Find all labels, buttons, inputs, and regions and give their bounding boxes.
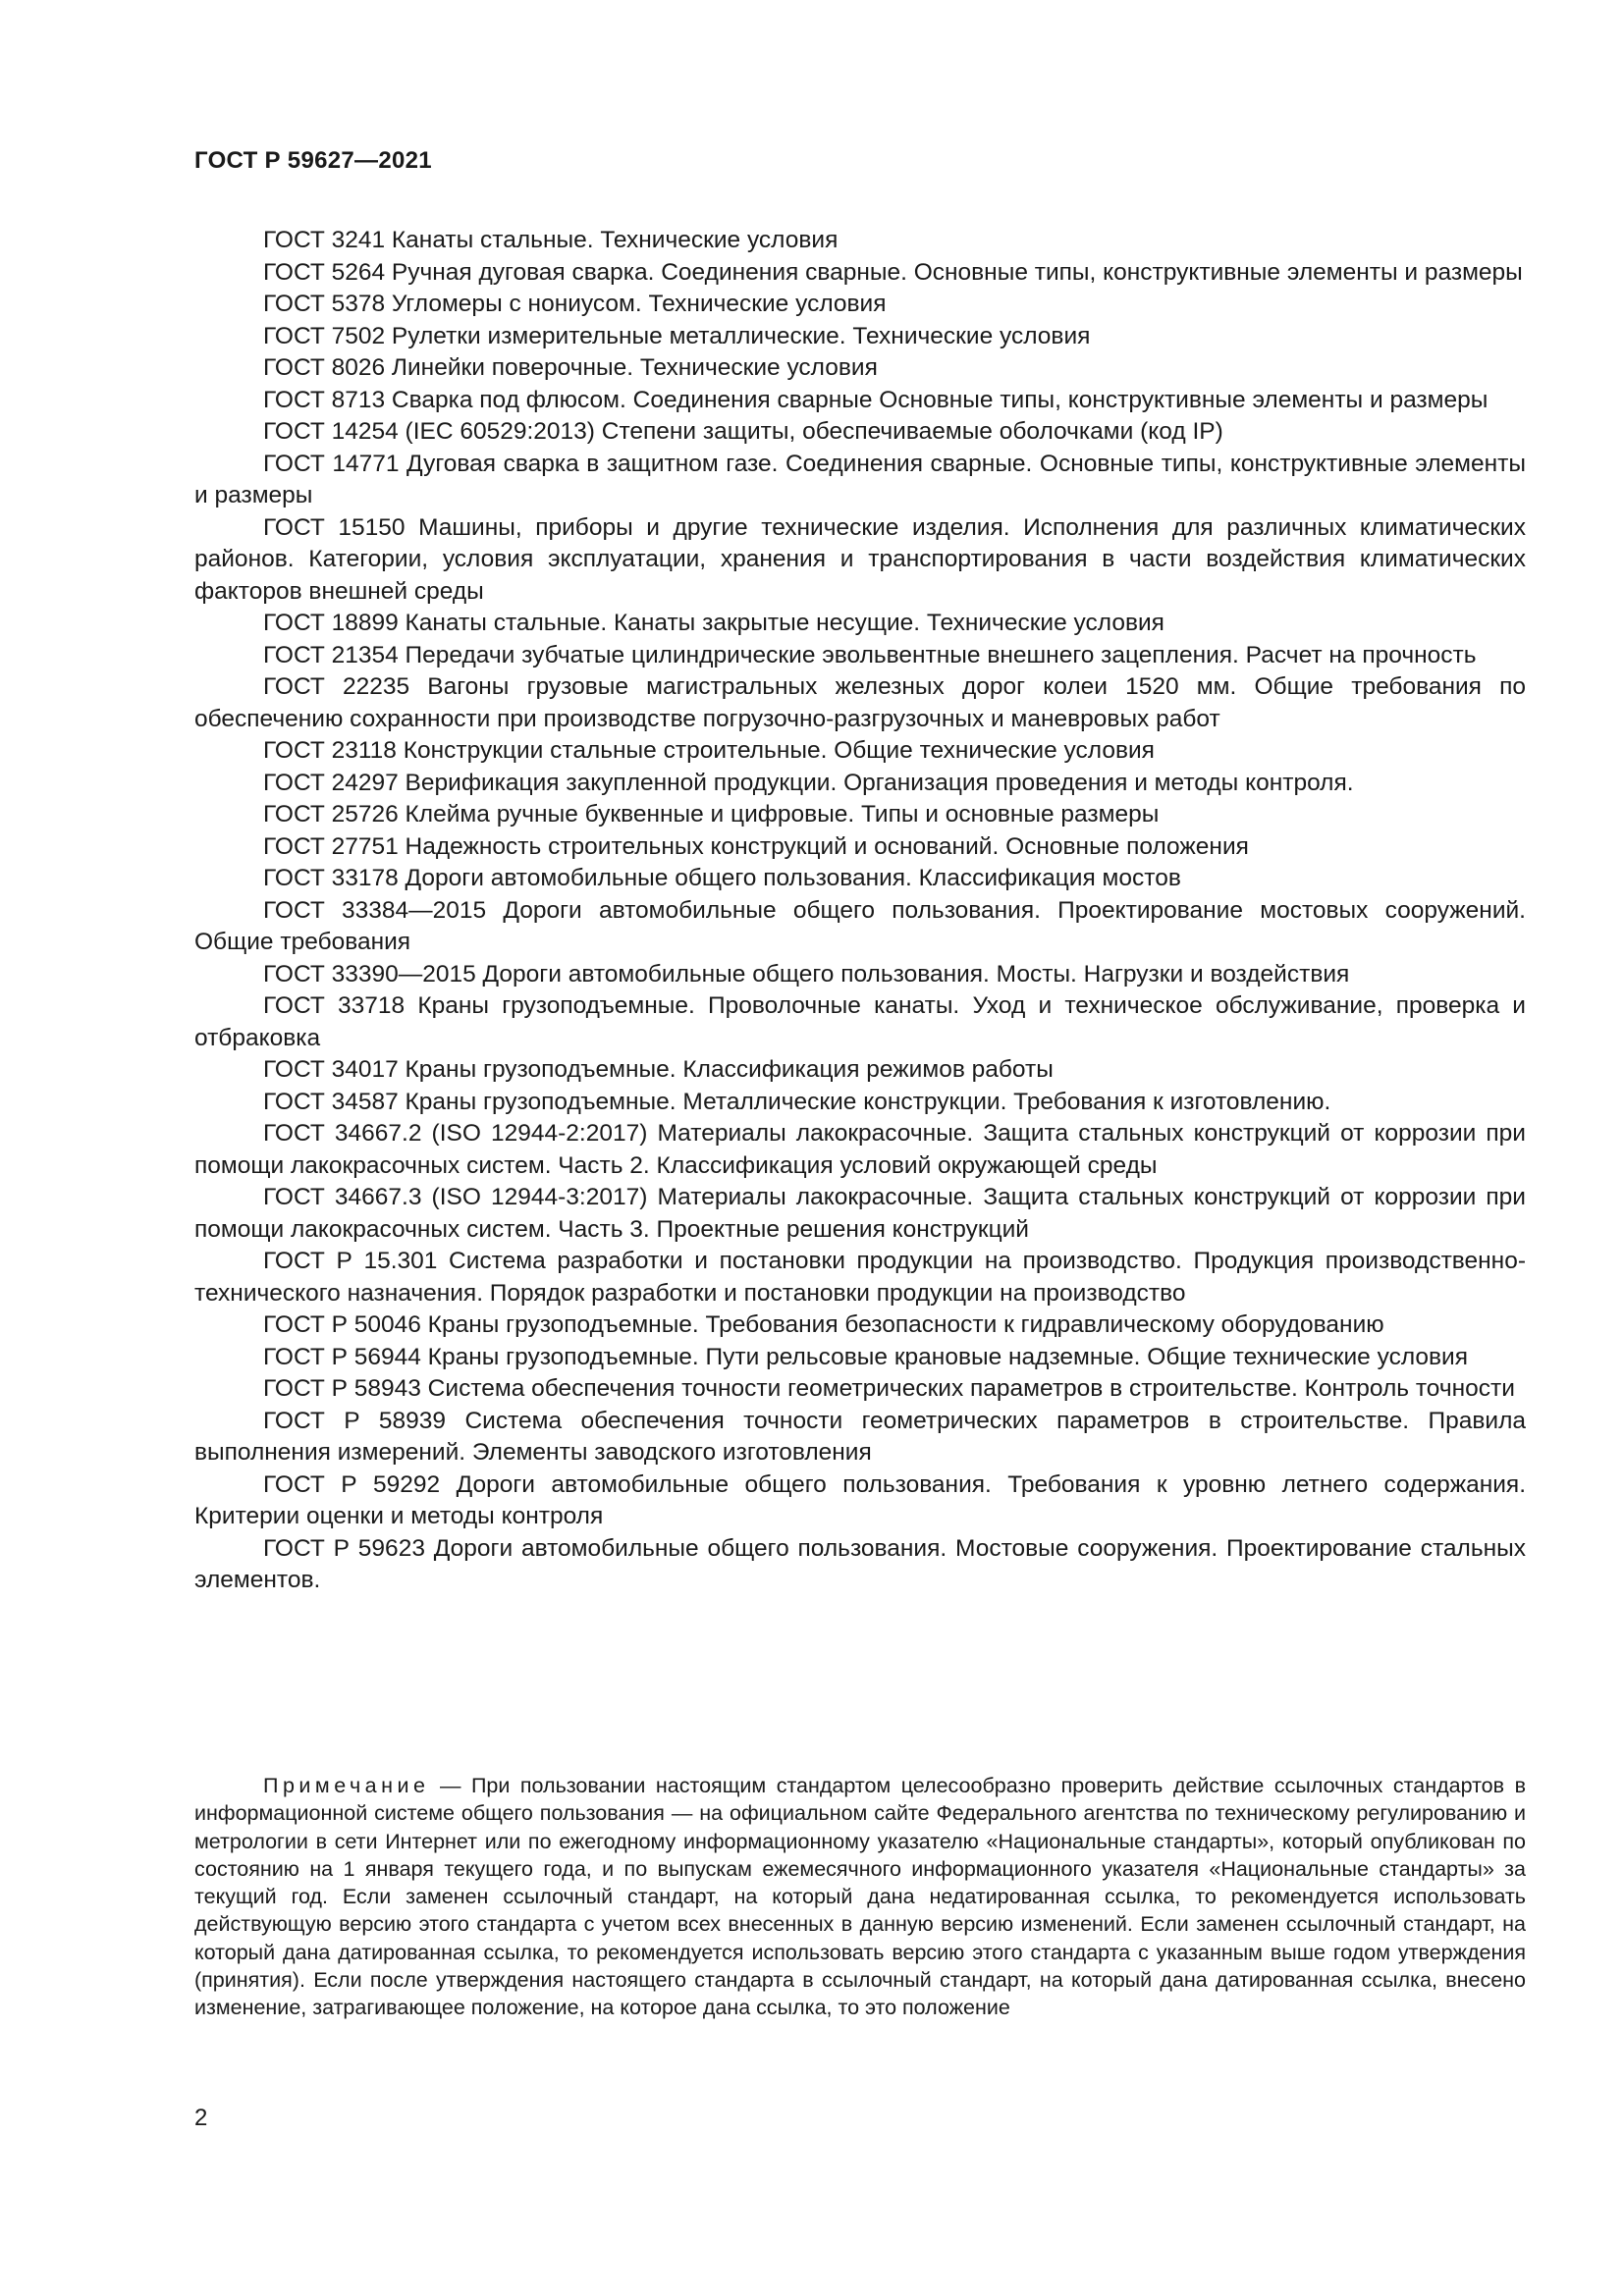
reference-item: ГОСТ 23118 Конструкции стальные строительные. Общие технические условия: [263, 737, 1155, 764]
reference-item: ГОСТ 5264 Ручная дуговая сварка. Соединения сварные. Основные типы, конструктивные элементы и размеры: [263, 258, 1523, 286]
reference-item: ГОСТ 33718 Краны грузоподъемные. Проволочные канаты. Уход и техническое обслуживание, проверка и отбраковка: [194, 992, 1526, 1051]
reference-item: ГОСТ Р 56944 Краны грузоподъемные. Пути рельсовые крановые надземные. Общие технические условия: [263, 1343, 1468, 1370]
reference-item: ГОСТ 27751 Надежность строительных конструкций и оснований. Основные положения: [263, 832, 1249, 860]
reference-item: ГОСТ Р 58943 Система обеспечения точности геометрических параметров в строительстве. Контроль точности: [263, 1375, 1515, 1402]
reference-item: ГОСТ 33178 Дороги автомобильные общего пользования. Классификация мостов: [263, 865, 1181, 891]
reference-item: ГОСТ Р 15.301 Система разработки и постановки продукции на производство. Продукция производственно-технического назначения. Порядок разработки и постановки продукции на производство: [194, 1248, 1526, 1307]
note-text: — При пользовании настоящим стандартом целесообразно проверить действие ссылочных стандартов в информационной системе общего пользования — на официальном сайте Федерального агентства по техническому регулированию и метрологии в сети Интернет или по ежегодному информационному указателю «Национальные стандарты», который опубликован по состоянию на 1 января текущего года, и по выпускам ежемесячного информационного указателя «Национальные стандарты» за текущий год. Если заменен ссылочный стандарт, на который дана недатированная ссылка, то рекомендуется использовать действующую версию этого стандарта с учетом всех внесенных в данную версию изменений. Если заменен ссылочный стандарт, на который дана датированная ссылка, то рекомендуется использовать версию этого стандарта с указанным выше годом утверждения (принятия). Если после утверждения настоящего стандарта в ссылочный стандарт, на который дана датированная ссылка, внесено изменение, затрагивающее положение, на которое дана ссылка, то это положение: [194, 1774, 1526, 2020]
reference-item: ГОСТ 24297 Верификация закупленной продукции. Организация проведения и методы контроля.: [263, 769, 1354, 796]
reference-item: ГОСТ 34667.3 (ISO 12944-3:2017) Материалы лакокрасочные. Защита стальных конструкций от коррозии при помощи лакокрасочных систем. Часть 3. Проектные решения конструкций: [194, 1184, 1526, 1243]
document-header: ГОСТ Р 59627—2021: [194, 147, 432, 174]
reference-item: ГОСТ 14254 (IEC 60529:2013) Степени защиты, обеспечиваемые оболочками (код IP): [263, 418, 1223, 445]
reference-item: ГОСТ 22235 Вагоны грузовые магистральных железных дорог колеи 1520 мм. Общие требования по обеспечению сохранности при производстве погрузочно-разгрузочных и маневровых работ: [194, 673, 1526, 732]
reference-item: ГОСТ 33384—2015 Дороги автомобильные общего пользования. Проектирование мостовых сооружений. Общие требования: [194, 896, 1526, 955]
reference-item: ГОСТ Р 58939 Система обеспечения точности геометрических параметров в строительстве. Правила выполнения измерений. Элементы заводского изготовления: [194, 1407, 1526, 1466]
reference-item: ГОСТ 3241 Канаты стальные. Технические условия: [263, 227, 839, 253]
reference-item: ГОСТ 34667.2 (ISO 12944-2:2017) Материалы лакокрасочные. Защита стальных конструкций от коррозии при помощи лакокрасочных систем. Часть 2. Классификация условий окружающей среды: [194, 1120, 1526, 1179]
reference-item: ГОСТ Р 59623 Дороги автомобильные общего пользования. Мостовые сооружения. Проектирование стальных элементов.: [194, 1534, 1526, 1593]
reference-item: ГОСТ 15150 Машины, приборы и другие технические изделия. Исполнения для различных климатических районов. Категории, условия эксплуатации, хранения и транспортирования в части воздействия климатических факторов внешней среды: [194, 513, 1526, 605]
reference-item: ГОСТ 7502 Рулетки измерительные металлические. Технические условия: [263, 322, 1091, 349]
reference-item: ГОСТ 8713 Сварка под флюсом. Соединения сварные Основные типы, конструктивные элементы и размеры: [263, 386, 1489, 413]
reference-item: ГОСТ 34587 Краны грузоподъемные. Металлические конструкции. Требования к изготовлению.: [263, 1088, 1331, 1115]
note-label: Примечание: [263, 1774, 430, 1797]
reference-item: ГОСТ 21354 Передачи зубчатые цилиндрические эвольвентные внешнего зацепления. Расчет на прочность: [263, 641, 1477, 668]
reference-item: ГОСТ Р 59292 Дороги автомобильные общего пользования. Требования к уровню летнего содержания. Критерии оценки и методы контроля: [194, 1470, 1526, 1529]
normative-references-list: [194, 225, 1526, 1597]
reference-item: ГОСТ 33390—2015 Дороги автомобильные общего пользования. Мосты. Нагрузки и воздействия: [263, 960, 1350, 988]
reference-item: ГОСТ 25726 Клейма ручные буквенные и цифровые. Типы и основные размеры: [263, 801, 1160, 828]
reference-item: ГОСТ 5378 Угломеры с нониусом. Технические условия: [263, 291, 887, 317]
reference-item: ГОСТ 8026 Линейки поверочные. Технические условия: [263, 354, 878, 381]
note-paragraph: [194, 1772, 1526, 2022]
reference-item: ГОСТ Р 50046 Краны грузоподъемные. Требования безопасности к гидравлическому оборудованию: [263, 1311, 1384, 1338]
page-number: 2: [194, 2105, 208, 2131]
reference-item: ГОСТ 18899 Канаты стальные. Канаты закрытые несущие. Технические условия: [263, 610, 1164, 636]
reference-item: ГОСТ 34017 Краны грузоподъемные. Классификация режимов работы: [263, 1056, 1054, 1083]
reference-item: ГОСТ 14771 Дуговая сварка в защитном газе. Соединения сварные. Основные типы, конструктивные элементы и размеры: [194, 450, 1526, 508]
